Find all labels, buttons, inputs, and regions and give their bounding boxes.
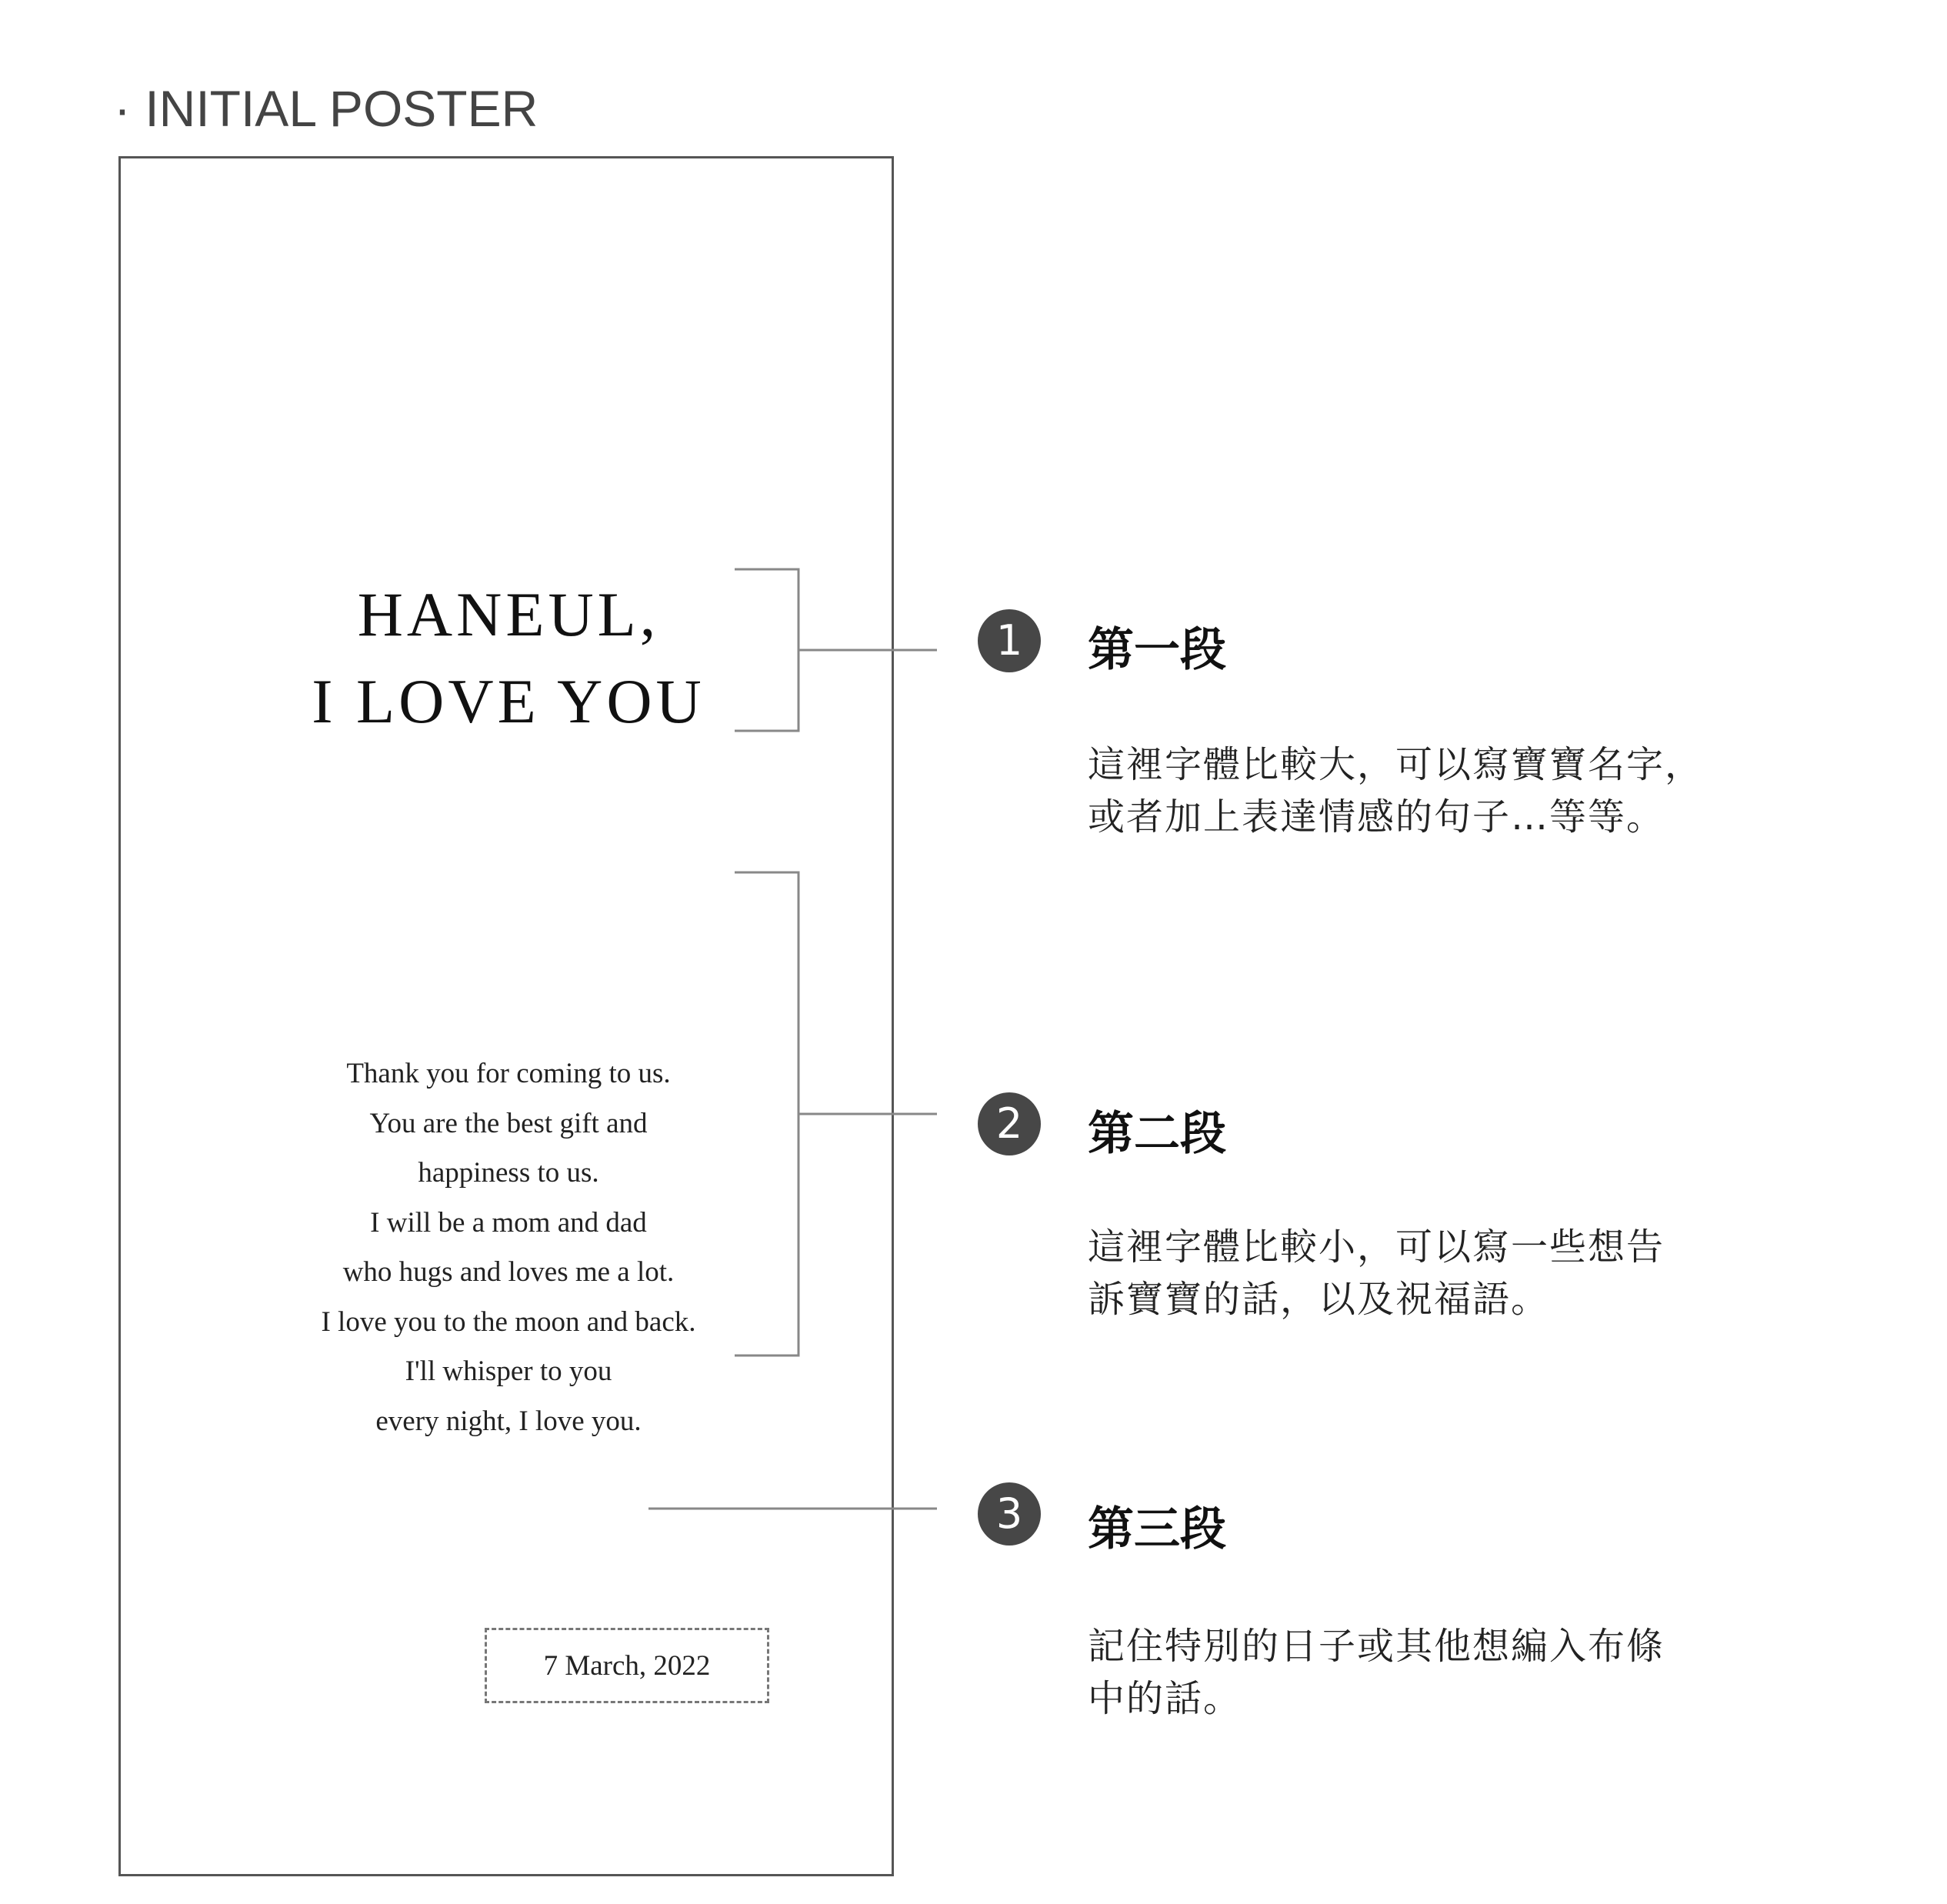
section-2-title: 第二段 [1088, 1107, 1226, 1161]
poster-message-line: who hugs and loves me a lot. [342, 1256, 675, 1288]
bracket-section-1 [735, 569, 798, 731]
poster-message-line: I love you to the moon and back. [321, 1305, 696, 1338]
poster-title-line-2: I LOVE YOU [312, 666, 705, 736]
poster-message-line: You are the best gift and [369, 1107, 648, 1139]
section-3-description-line: 中的話。 [1088, 1677, 1242, 1720]
section-2-number-badge: 2 [978, 1092, 1041, 1155]
section-2-description-line: 訴寶寶的話，以及祝福語。 [1088, 1278, 1550, 1321]
section-1-description-line: 或者加上表達情感的句子…等等。 [1088, 795, 1665, 839]
section-3-title: 第三段 [1088, 1502, 1226, 1556]
poster-title-line-1: HANEUL, [357, 579, 660, 649]
poster-message-line: every night, I love you. [375, 1405, 642, 1437]
section-1-description-line: 這裡字體比較大，可以寫寶寶名字， [1088, 743, 1704, 786]
poster-message-line: Thank you for coming to us. [346, 1058, 671, 1089]
section-3-number-badge: 3 [978, 1482, 1041, 1546]
poster-message-line: I will be a mom and dad [370, 1206, 647, 1239]
section-3-description-line: 記住特別的日子或其他想編入布條 [1088, 1625, 1665, 1668]
diagram-heading: · INITIAL POSTER [114, 80, 538, 137]
section-1-number-badge: 1 [978, 609, 1041, 672]
section-2-description [1088, 1221, 1842, 1325]
poster-date-box: 7 March, 2022 [485, 1628, 769, 1703]
section-1-title: 第一段 [1088, 623, 1226, 677]
section-2-description-line: 這裡字體比較小，可以寫一些想告 [1088, 1225, 1665, 1269]
bracket-section-2 [735, 872, 798, 1355]
section-1-description [1088, 739, 1842, 843]
poster-message-line: I'll whisper to you [405, 1355, 612, 1387]
section-3-description [1088, 1620, 1842, 1725]
poster-message-line: happiness to us. [418, 1157, 599, 1189]
